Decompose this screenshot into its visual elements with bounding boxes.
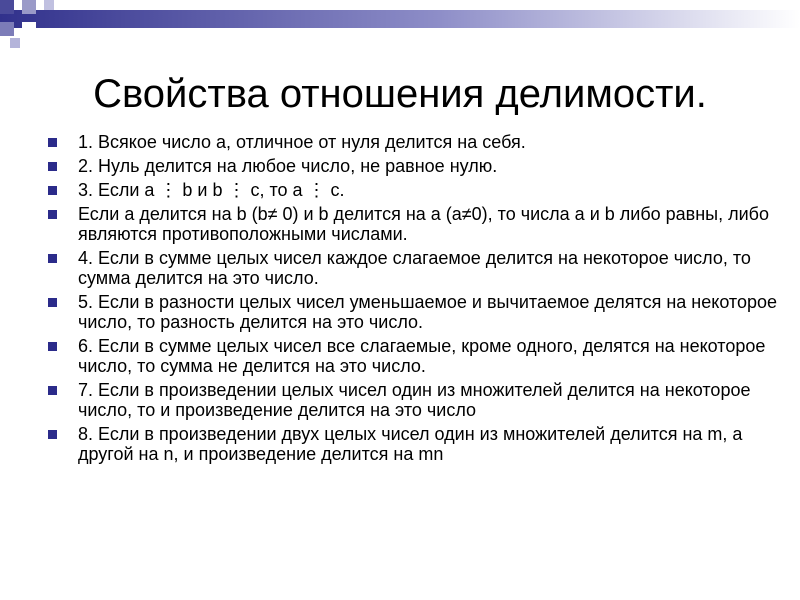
bullet-square-icon [48, 210, 57, 219]
list-item-text: 6. Если в сумме целых чисел все слагаемые, кроме одного, делятся на некоторое число, то сумма не делится на это число. [78, 336, 766, 376]
slide-title: Свойства отношения делимости. [93, 72, 707, 116]
list-item [40, 132, 780, 152]
bullet-square-icon [48, 298, 57, 307]
bullet-square-icon [48, 254, 57, 263]
list-item [40, 180, 780, 200]
list-item [40, 336, 780, 376]
bullet-square-icon [48, 430, 57, 439]
list-item-text: 8. Если в произведении двух целых чисел один из множителей делится на m, а другой на n, и произведение делится на mn [78, 424, 743, 464]
bullet-square-icon [48, 186, 57, 195]
bullet-square-icon [48, 342, 57, 351]
list-item-text: 3. Если а ⋮ b и b ⋮ с, то а ⋮ с. [78, 180, 345, 200]
list-item-text: 1. Всякое число а, отличное от нуля делится на себя. [78, 132, 526, 152]
list-item [40, 204, 780, 244]
properties-list [40, 132, 780, 468]
list-item-text: 5. Если в разности целых чисел уменьшаемое и вычитаемое делятся на некоторое число, то разность делится на это число. [78, 292, 778, 332]
list-item [40, 380, 780, 420]
list-item-text: 2. Нуль делится на любое число, не равное нулю. [78, 156, 498, 176]
list-item [40, 248, 780, 288]
bullet-square-icon [48, 138, 57, 147]
list-item [40, 424, 780, 464]
bullet-square-icon [48, 162, 57, 171]
list-item-text: Если а делится на b (b≠ 0) и b делится на а (а≠0), то числа а и b либо равны, либо являются противоположными числами. [78, 204, 769, 244]
decorative-header-band [0, 0, 800, 48]
list-item-text: 7. Если в произведении целых чисел один из множителей делится на некоторое число, то и произведение делится на это число [78, 380, 751, 420]
list-item [40, 156, 780, 176]
bullet-square-icon [48, 386, 57, 395]
list-item [40, 292, 780, 332]
list-item-text: 4. Если в сумме целых чисел каждое слагаемое делится на некоторое число, то сумма делится на это число. [78, 248, 751, 288]
